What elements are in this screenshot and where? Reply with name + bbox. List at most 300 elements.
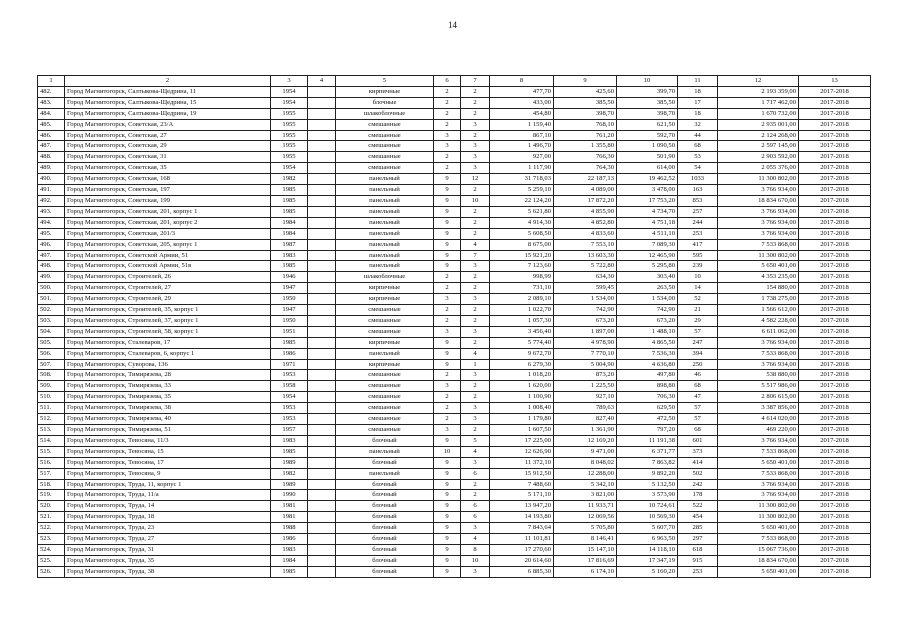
cell-row-number: 501. <box>38 294 65 305</box>
cell-planned-period: 2017-2018 <box>799 261 871 272</box>
cell-area-rooms: 5 004,90 <box>554 359 617 370</box>
cell-total-area: 9 672,70 <box>490 348 554 359</box>
cell-area-rooms: 9 471,00 <box>554 446 617 457</box>
cell-repair-cost: 3 766 934,00 <box>718 217 799 228</box>
cell-year-last-repair <box>308 326 336 337</box>
cell-year-built: 1953 <box>271 370 308 381</box>
cell-row-number: 487. <box>38 141 65 152</box>
cell-planned-period: 2017-2018 <box>799 337 871 348</box>
cell-repair-cost: 3 766 934,00 <box>718 185 799 196</box>
cell-repair-cost: 5 650 401,00 <box>718 457 799 468</box>
cell-address: Город Магнитогорск, Советская, 201/3 <box>65 228 271 239</box>
cell-total-area: 477,70 <box>490 86 554 97</box>
cell-year-last-repair <box>308 163 336 174</box>
cell-floors: 3 <box>434 381 461 392</box>
cell-year-last-repair <box>308 381 336 392</box>
table-row <box>38 446 871 457</box>
cell-row-number: 506. <box>38 348 65 359</box>
cell-row-number: 491. <box>38 185 65 196</box>
cell-repair-cost: 3 766 934,00 <box>718 359 799 370</box>
table-row <box>38 457 871 468</box>
cell-floors: 2 <box>434 97 461 108</box>
cell-floors: 2 <box>434 305 461 316</box>
cell-total-area: 8 675,00 <box>490 239 554 250</box>
cell-residents: 10 <box>678 272 718 283</box>
cell-wall-material: блочный <box>336 555 434 566</box>
cell-address: Город Магнитогорск, Труда, 14 <box>65 501 271 512</box>
cell-year-built: 1951 <box>271 326 308 337</box>
table-row <box>38 414 871 425</box>
cell-total-area: 6 885,30 <box>490 566 554 577</box>
cell-area-residential: 10 569,30 <box>617 512 678 523</box>
cell-row-number: 508. <box>38 370 65 381</box>
cell-total-area: 1 057,30 <box>490 315 554 326</box>
cell-address: Город Магнитогорск, Труда, 31 <box>65 544 271 555</box>
cell-floors: 9 <box>434 217 461 228</box>
cell-residents: 178 <box>678 490 718 501</box>
cell-area-rooms: 4 855,90 <box>554 206 617 217</box>
cell-repair-cost: 4 582 228,00 <box>718 315 799 326</box>
cell-planned-period: 2017-2018 <box>799 272 871 283</box>
cell-area-rooms: 12 069,56 <box>554 512 617 523</box>
cell-area-residential: 9 892,20 <box>617 468 678 479</box>
cell-total-area: 1 179,80 <box>490 414 554 425</box>
cell-floors: 9 <box>434 261 461 272</box>
cell-address: Город Магнитогорск, Строителей, 37, корпус 1 <box>65 315 271 326</box>
cell-wall-material: блочный <box>336 479 434 490</box>
cell-area-rooms: 742,90 <box>554 305 617 316</box>
cell-wall-material: кирпичные <box>336 359 434 370</box>
cell-area-rooms: 17 816,69 <box>554 555 617 566</box>
cell-wall-material: смешанные <box>336 370 434 381</box>
cell-year-last-repair <box>308 425 336 436</box>
table-row <box>38 119 871 130</box>
cell-area-rooms: 385,50 <box>554 97 617 108</box>
cell-year-built: 1984 <box>271 217 308 228</box>
cell-repair-cost: 4 353 235,00 <box>718 272 799 283</box>
cell-year-built: 1982 <box>271 174 308 185</box>
table-row <box>38 490 871 501</box>
cell-area-residential: 7 089,30 <box>617 239 678 250</box>
cell-residents: 601 <box>678 435 718 446</box>
cell-year-last-repair <box>308 283 336 294</box>
cell-area-residential: 4 636,80 <box>617 359 678 370</box>
cell-year-built: 1957 <box>271 425 308 436</box>
cell-repair-cost: 11 300 802,00 <box>718 512 799 523</box>
cell-year-last-repair <box>308 534 336 545</box>
table-row <box>38 305 871 316</box>
cell-area-residential: 6 963,50 <box>617 534 678 545</box>
cell-address: Город Магнитогорск, Салтыкова-Щедрина, 19 <box>65 108 271 119</box>
cell-wall-material: кирпичные <box>336 337 434 348</box>
cell-wall-material: панельный <box>336 348 434 359</box>
table-row <box>38 152 871 163</box>
cell-repair-cost: 7 533 868,00 <box>718 534 799 545</box>
cell-wall-material: панельный <box>336 185 434 196</box>
cell-repair-cost: 11 300 802,00 <box>718 250 799 261</box>
cell-wall-material: кирпичные <box>336 294 434 305</box>
cell-total-area: 14 193,80 <box>490 512 554 523</box>
table-row <box>38 97 871 108</box>
cell-total-area: 1 022,70 <box>490 305 554 316</box>
cell-total-area: 31 718,03 <box>490 174 554 185</box>
cell-row-number: 510. <box>38 392 65 403</box>
table-row <box>38 239 871 250</box>
cell-address: Город Магнитогорск, Советская, 35 <box>65 163 271 174</box>
cell-year-built: 1953 <box>271 414 308 425</box>
cell-row-number: 519. <box>38 490 65 501</box>
cell-entrances: 2 <box>461 381 490 392</box>
cell-address: Город Магнитогорск, Тевосяна, 15 <box>65 446 271 457</box>
column-header-repair-cost: 12 <box>718 76 799 87</box>
cell-planned-period: 2017-2018 <box>799 86 871 97</box>
cell-wall-material: смешанные <box>336 119 434 130</box>
cell-floors: 9 <box>434 250 461 261</box>
cell-address: Город Магнитогорск, Строителей, 29 <box>65 294 271 305</box>
cell-planned-period: 2017-2018 <box>799 468 871 479</box>
cell-planned-period: 2017-2018 <box>799 195 871 206</box>
cell-residents: 57 <box>678 326 718 337</box>
cell-area-rooms: 5 342,10 <box>554 479 617 490</box>
cell-address: Город Магнитогорск, Салтыкова-Щедрина, 15 <box>65 97 271 108</box>
cell-wall-material: блочный <box>336 523 434 534</box>
cell-area-residential: 501,90 <box>617 152 678 163</box>
cell-year-built: 1971 <box>271 359 308 370</box>
cell-repair-cost: 11 300 802,00 <box>718 501 799 512</box>
cell-repair-cost: 1 566 612,00 <box>718 305 799 316</box>
cell-address: Город Магнитогорск, Советская, 197 <box>65 185 271 196</box>
cell-floors: 2 <box>434 403 461 414</box>
cell-area-residential: 621,50 <box>617 119 678 130</box>
cell-row-number: 515. <box>38 446 65 457</box>
cell-year-built: 1989 <box>271 479 308 490</box>
cell-floors: 9 <box>434 512 461 523</box>
cell-year-built: 1989 <box>271 457 308 468</box>
cell-year-last-repair <box>308 152 336 163</box>
cell-address: Город Магнитогорск, Советская, 23/А <box>65 119 271 130</box>
column-header-year-built: 3 <box>271 76 308 87</box>
cell-row-number: 497. <box>38 250 65 261</box>
cell-residents: 52 <box>678 294 718 305</box>
cell-entrances: 3 <box>461 414 490 425</box>
cell-repair-cost: 3 387 856,00 <box>718 403 799 414</box>
cell-residents: 853 <box>678 195 718 206</box>
table-row <box>38 228 871 239</box>
cell-entrances: 10 <box>461 195 490 206</box>
cell-floors: 9 <box>434 195 461 206</box>
cell-year-last-repair <box>308 544 336 555</box>
cell-address: Город Магнитогорск, Тимирязева, 35 <box>65 392 271 403</box>
cell-entrances: 3 <box>461 163 490 174</box>
cell-area-rooms: 5 722,80 <box>554 261 617 272</box>
cell-entrances: 2 <box>461 337 490 348</box>
cell-address: Город Магнитогорск, Сталеваров, 6, корпус 1 <box>65 348 271 359</box>
cell-residents: 53 <box>678 152 718 163</box>
cell-floors: 3 <box>434 141 461 152</box>
cell-area-rooms: 1 897,00 <box>554 326 617 337</box>
cell-planned-period: 2017-2018 <box>799 326 871 337</box>
cell-repair-cost: 7 533 868,00 <box>718 348 799 359</box>
cell-planned-period: 2017-2018 <box>799 435 871 446</box>
column-header-area-rooms: 9 <box>554 76 617 87</box>
table-row <box>38 294 871 305</box>
cell-row-number: 503. <box>38 315 65 326</box>
cell-year-last-repair <box>308 239 336 250</box>
cell-residents: 244 <box>678 217 718 228</box>
cell-repair-cost: 3 766 934,00 <box>718 206 799 217</box>
cell-area-rooms: 8 146,41 <box>554 534 617 545</box>
cell-total-area: 454,80 <box>490 108 554 119</box>
cell-year-built: 1985 <box>271 195 308 206</box>
cell-wall-material: блочные <box>336 97 434 108</box>
cell-entrances: 2 <box>461 315 490 326</box>
cell-entrances: 2 <box>461 185 490 196</box>
cell-repair-cost: 3 766 934,00 <box>718 479 799 490</box>
table-row <box>38 555 871 566</box>
cell-residents: 915 <box>678 555 718 566</box>
cell-area-rooms: 13 603,30 <box>554 250 617 261</box>
cell-residents: 502 <box>678 468 718 479</box>
cell-year-last-repair <box>308 446 336 457</box>
cell-floors: 9 <box>434 185 461 196</box>
cell-wall-material: смешанные <box>336 381 434 392</box>
cell-entrances: 2 <box>461 425 490 436</box>
cell-wall-material: панельный <box>336 250 434 261</box>
cell-wall-material: смешанные <box>336 425 434 436</box>
cell-year-last-repair <box>308 435 336 446</box>
cell-area-rooms: 927,10 <box>554 392 617 403</box>
table-row <box>38 337 871 348</box>
cell-area-rooms: 3 821,00 <box>554 490 617 501</box>
table-row <box>38 359 871 370</box>
cell-entrances: 6 <box>461 512 490 523</box>
cell-area-residential: 1 090,50 <box>617 141 678 152</box>
cell-total-area: 5 171,10 <box>490 490 554 501</box>
cell-floors: 2 <box>434 315 461 326</box>
cell-residents: 618 <box>678 544 718 555</box>
cell-area-residential: 399,70 <box>617 86 678 97</box>
cell-row-number: 520. <box>38 501 65 512</box>
cell-area-rooms: 1 355,80 <box>554 141 617 152</box>
cell-area-rooms: 12 169,20 <box>554 435 617 446</box>
cell-year-built: 1954 <box>271 97 308 108</box>
cell-address: Город Магнитогорск, Труда, 18 <box>65 512 271 523</box>
cell-total-area: 17 225,00 <box>490 435 554 446</box>
cell-wall-material: шлакоблочные <box>336 108 434 119</box>
cell-area-rooms: 11 933,71 <box>554 501 617 512</box>
cell-area-rooms: 4 978,90 <box>554 337 617 348</box>
cell-entrances: 2 <box>461 392 490 403</box>
cell-address: Город Магнитогорск, Труда, 35 <box>65 555 271 566</box>
cell-year-built: 1955 <box>271 130 308 141</box>
cell-year-built: 1955 <box>271 119 308 130</box>
cell-entrances: 2 <box>461 130 490 141</box>
cell-floors: 9 <box>434 544 461 555</box>
cell-residents: 46 <box>678 370 718 381</box>
cell-planned-period: 2017-2018 <box>799 130 871 141</box>
cell-wall-material: кирпичные <box>336 86 434 97</box>
cell-row-number: 504. <box>38 326 65 337</box>
cell-year-last-repair <box>308 305 336 316</box>
cell-area-rooms: 4 833,60 <box>554 228 617 239</box>
cell-address: Город Магнитогорск, Тевосяна, 11/3 <box>65 435 271 446</box>
cell-year-last-repair <box>308 392 336 403</box>
cell-planned-period: 2017-2018 <box>799 250 871 261</box>
cell-area-rooms: 1 534,00 <box>554 294 617 305</box>
cell-area-residential: 6 371,77 <box>617 446 678 457</box>
cell-repair-cost: 18 834 670,00 <box>718 555 799 566</box>
cell-year-built: 1953 <box>271 403 308 414</box>
cell-area-residential: 673,20 <box>617 315 678 326</box>
cell-row-number: 496. <box>38 239 65 250</box>
cell-address: Город Магнитогорск, Советской Армии, 51в <box>65 261 271 272</box>
cell-entrances: 4 <box>461 446 490 457</box>
cell-area-residential: 7 863,82 <box>617 457 678 468</box>
cell-area-residential: 4 865,50 <box>617 337 678 348</box>
cell-row-number: 502. <box>38 305 65 316</box>
cell-total-area: 1 008,40 <box>490 403 554 414</box>
cell-area-rooms: 1 225,50 <box>554 381 617 392</box>
cell-row-number: 505. <box>38 337 65 348</box>
cell-entrances: 6 <box>461 468 490 479</box>
cell-year-built: 1983 <box>271 544 308 555</box>
cell-total-area: 7 843,64 <box>490 523 554 534</box>
cell-year-last-repair <box>308 294 336 305</box>
table-row <box>38 435 871 446</box>
cell-area-rooms: 766,30 <box>554 152 617 163</box>
cell-year-last-repair <box>308 490 336 501</box>
cell-planned-period: 2017-2018 <box>799 228 871 239</box>
cell-repair-cost: 7 533 868,00 <box>718 239 799 250</box>
column-header-residents: 11 <box>678 76 718 87</box>
cell-entrances: 3 <box>461 152 490 163</box>
table-row <box>38 261 871 272</box>
cell-residents: 18 <box>678 108 718 119</box>
column-header-total-area: 8 <box>490 76 554 87</box>
cell-wall-material: панельный <box>336 261 434 272</box>
cell-repair-cost: 15 067 736,00 <box>718 544 799 555</box>
cell-entrances: 2 <box>461 490 490 501</box>
cell-entrances: 3 <box>461 523 490 534</box>
column-header-floors: 6 <box>434 76 461 87</box>
cell-row-number: 499. <box>38 272 65 283</box>
cell-residents: 247 <box>678 337 718 348</box>
cell-row-number: 513. <box>38 425 65 436</box>
cell-area-residential: 472,50 <box>617 414 678 425</box>
cell-address: Город Магнитогорск, Тимирязева, 33 <box>65 381 271 392</box>
cell-total-area: 20 614,60 <box>490 555 554 566</box>
cell-planned-period: 2017-2018 <box>799 479 871 490</box>
cell-year-built: 1950 <box>271 294 308 305</box>
cell-repair-cost: 5 650 401,00 <box>718 566 799 577</box>
cell-planned-period: 2017-2018 <box>799 305 871 316</box>
cell-residents: 68 <box>678 381 718 392</box>
cell-year-built: 1955 <box>271 141 308 152</box>
cell-floors: 9 <box>434 490 461 501</box>
cell-entrances: 2 <box>461 108 490 119</box>
cell-residents: 257 <box>678 206 718 217</box>
cell-residents: 239 <box>678 261 718 272</box>
cell-area-residential: 629,50 <box>617 403 678 414</box>
cell-total-area: 22 124,20 <box>490 195 554 206</box>
cell-year-last-repair <box>308 403 336 414</box>
cell-area-residential: 7 536,30 <box>617 348 678 359</box>
table-row <box>38 326 871 337</box>
cell-residents: 68 <box>678 141 718 152</box>
cell-year-built: 1981 <box>271 501 308 512</box>
cell-floors: 2 <box>434 119 461 130</box>
cell-year-last-repair <box>308 261 336 272</box>
table-row <box>38 195 871 206</box>
cell-year-built: 1958 <box>271 381 308 392</box>
table-row <box>38 174 871 185</box>
cell-year-last-repair <box>308 566 336 577</box>
table-row <box>38 185 871 196</box>
cell-entrances: 3 <box>461 566 490 577</box>
cell-area-residential: 303,40 <box>617 272 678 283</box>
cell-planned-period: 2017-2018 <box>799 217 871 228</box>
cell-planned-period: 2017-2018 <box>799 566 871 577</box>
cell-floors: 9 <box>434 501 461 512</box>
cell-area-residential: 3 478,00 <box>617 185 678 196</box>
cell-total-area: 867,10 <box>490 130 554 141</box>
cell-area-residential: 12 465,90 <box>617 250 678 261</box>
cell-total-area: 7 488,60 <box>490 479 554 490</box>
cell-total-area: 13 947,20 <box>490 501 554 512</box>
cell-year-last-repair <box>308 272 336 283</box>
cell-area-rooms: 6 174,10 <box>554 566 617 577</box>
cell-planned-period: 2017-2018 <box>799 457 871 468</box>
cell-address: Город Магнитогорск, Строителей, 58, корпус 1 <box>65 326 271 337</box>
cell-wall-material: смешанные <box>336 414 434 425</box>
cell-address: Город Магнитогорск, Сталеваров, 17 <box>65 337 271 348</box>
cell-planned-period: 2017-2018 <box>799 315 871 326</box>
table-row <box>38 566 871 577</box>
cell-year-last-repair <box>308 414 336 425</box>
cell-total-area: 12 626,90 <box>490 446 554 457</box>
cell-entrances: 1 <box>461 359 490 370</box>
cell-wall-material: блочный <box>336 512 434 523</box>
cell-total-area: 1 100,90 <box>490 392 554 403</box>
cell-area-residential: 5 295,80 <box>617 261 678 272</box>
cell-area-rooms: 4 852,80 <box>554 217 617 228</box>
column-header-row-number: 1 <box>38 76 65 87</box>
cell-residents: 29 <box>678 315 718 326</box>
cell-repair-cost: 1 738 275,00 <box>718 294 799 305</box>
cell-year-last-repair <box>308 457 336 468</box>
cell-row-number: 512. <box>38 414 65 425</box>
cell-repair-cost: 2 597 145,00 <box>718 141 799 152</box>
cell-address: Город Магнитогорск, Труда, 23 <box>65 523 271 534</box>
cell-planned-period: 2017-2018 <box>799 555 871 566</box>
cell-total-area: 731,10 <box>490 283 554 294</box>
cell-floors: 9 <box>434 206 461 217</box>
cell-year-built: 1985 <box>271 185 308 196</box>
cell-repair-cost: 2 193 359,00 <box>718 86 799 97</box>
cell-planned-period: 2017-2018 <box>799 414 871 425</box>
cell-year-built: 1983 <box>271 435 308 446</box>
cell-repair-cost: 469 220,00 <box>718 425 799 436</box>
cell-address: Город Магнитогорск, Советская, 201, корпус 1 <box>65 206 271 217</box>
cell-year-built: 1986 <box>271 348 308 359</box>
cell-planned-period: 2017-2018 <box>799 119 871 130</box>
table-row <box>38 544 871 555</box>
cell-repair-cost: 11 300 802,00 <box>718 174 799 185</box>
cell-planned-period: 2017-2018 <box>799 348 871 359</box>
table-row <box>38 370 871 381</box>
cell-residents: 17 <box>678 97 718 108</box>
cell-address: Город Магнитогорск, Тимирязева, 51 <box>65 425 271 436</box>
